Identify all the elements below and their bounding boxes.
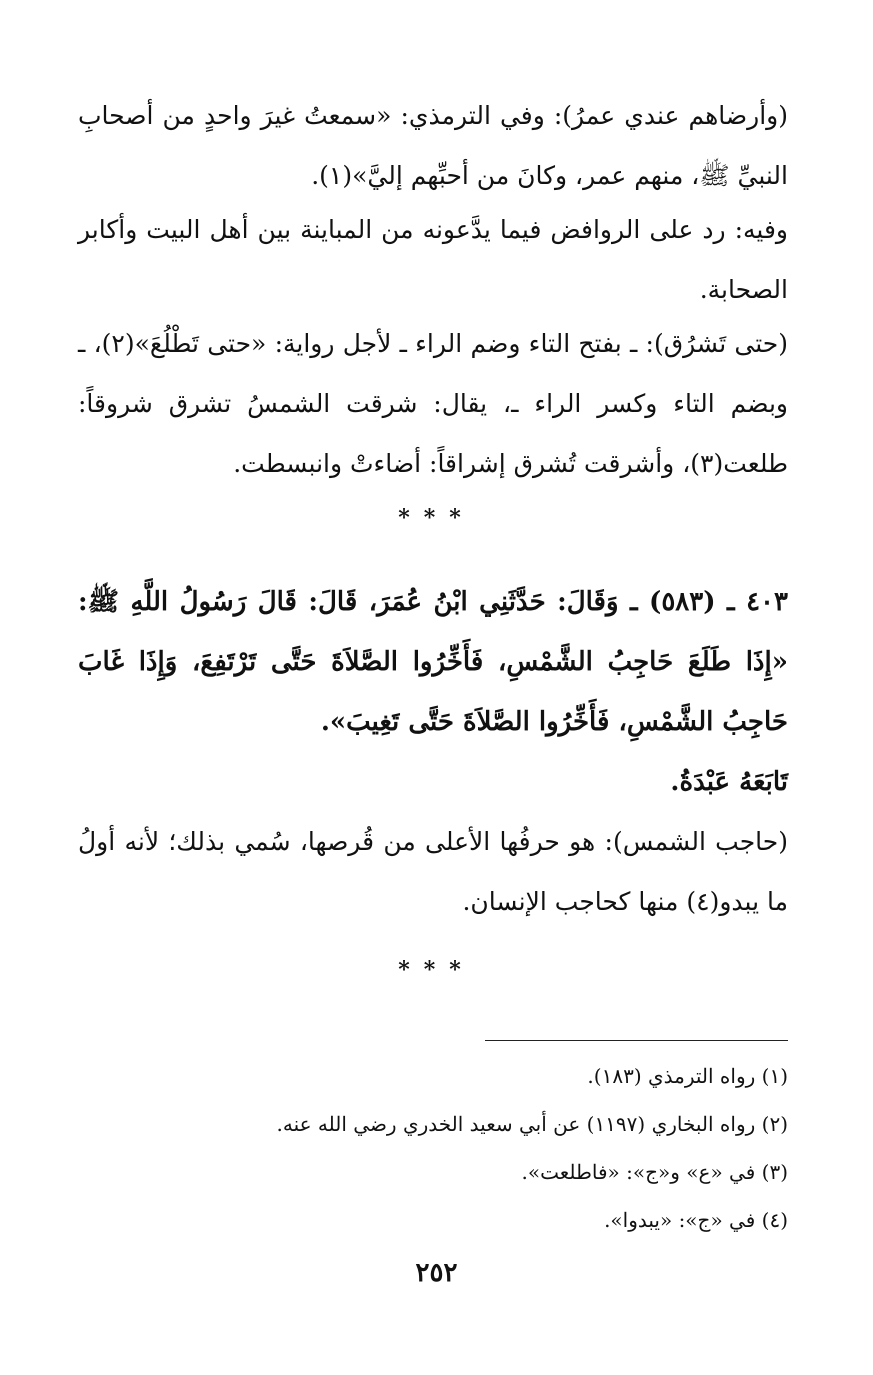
section-separator: *** — [398, 957, 475, 983]
mutaba-line — [78, 752, 788, 812]
section-separator: *** — [398, 505, 475, 531]
paragraph-rawafid — [78, 200, 788, 320]
paragraph-text: (وأرضاهم عندي عمرُ): وفي الترمذي: «سمعتُ غيرَ واحدٍ من أصحابِ النبيِّ ﷺ، منهم عمر، وكانَ من أحبِّهم إليَّ»(١). — [78, 101, 788, 190]
footnote-1: (١) رواه الترمذي (١٨٣). — [587, 1064, 788, 1088]
hadith-block — [78, 572, 788, 752]
paragraph-text: (حاجب الشمس): هو حرفُها الأعلى من قُرصها، سُمي بذلك؛ لأنه أولُ ما يبدو(٤) منها كحاجب الإنسان. — [78, 827, 788, 916]
paragraph-hatta-tashruq — [78, 314, 788, 494]
footnote-divider — [485, 1040, 788, 1041]
mutaba-text: تَابَعَهُ عَبْدَةُ. — [670, 767, 788, 797]
paragraph-text: وفيه: رد على الروافض فيما يدَّعونه من المباينة بين أهل البيت وأكابر الصحابة. — [78, 215, 788, 304]
paragraph-text: (حتى تَشرُق): ـ بفتح التاء وضم الراء ـ لأجل رواية: «حتى تَطْلُعَ»(٢)، ـ وبضم التاء وكسر الراء ـ، يقال: شرقت الشمسُ تشرق شروقاً: طلعت(٣)، وأشرقت تُشرق إشراقاً: أضاءتْ وانبسطت. — [78, 329, 788, 478]
footnotes — [78, 1052, 788, 1244]
page-number: ٢٥٢ — [415, 1258, 458, 1288]
hadith-text: ٤٠٣ ـ (٥٨٣) ـ وَقَالَ: حَدَّثَنِي ابْنُ عُمَرَ، قَالَ: قَالَ رَسُولُ اللَّهِ ﷺ: «إِذَا طَلَعَ حَاجِبُ الشَّمْسِ، فَأَخِّرُوا الصَّلاَةَ حَتَّى تَرْتَفِعَ، وَإِذَا غَابَ حَاجِبُ الشَّمْسِ، فَأَخِّرُوا الصَّلاَةَ حَتَّى تَغِيبَ». — [78, 587, 788, 737]
paragraph-omar-tirmidhi — [78, 86, 788, 206]
footnote-3: (٣) في «ع» و«ج»: «فاطلعت». — [521, 1160, 788, 1184]
paragraph-hajib-shams — [78, 812, 788, 932]
footnote-4: (٤) في «ج»: «يبدوا». — [604, 1208, 788, 1232]
footnote-2: (٢) رواه البخاري (١١٩٧) عن أبي سعيد الخدري رضي الله عنه. — [276, 1112, 788, 1136]
